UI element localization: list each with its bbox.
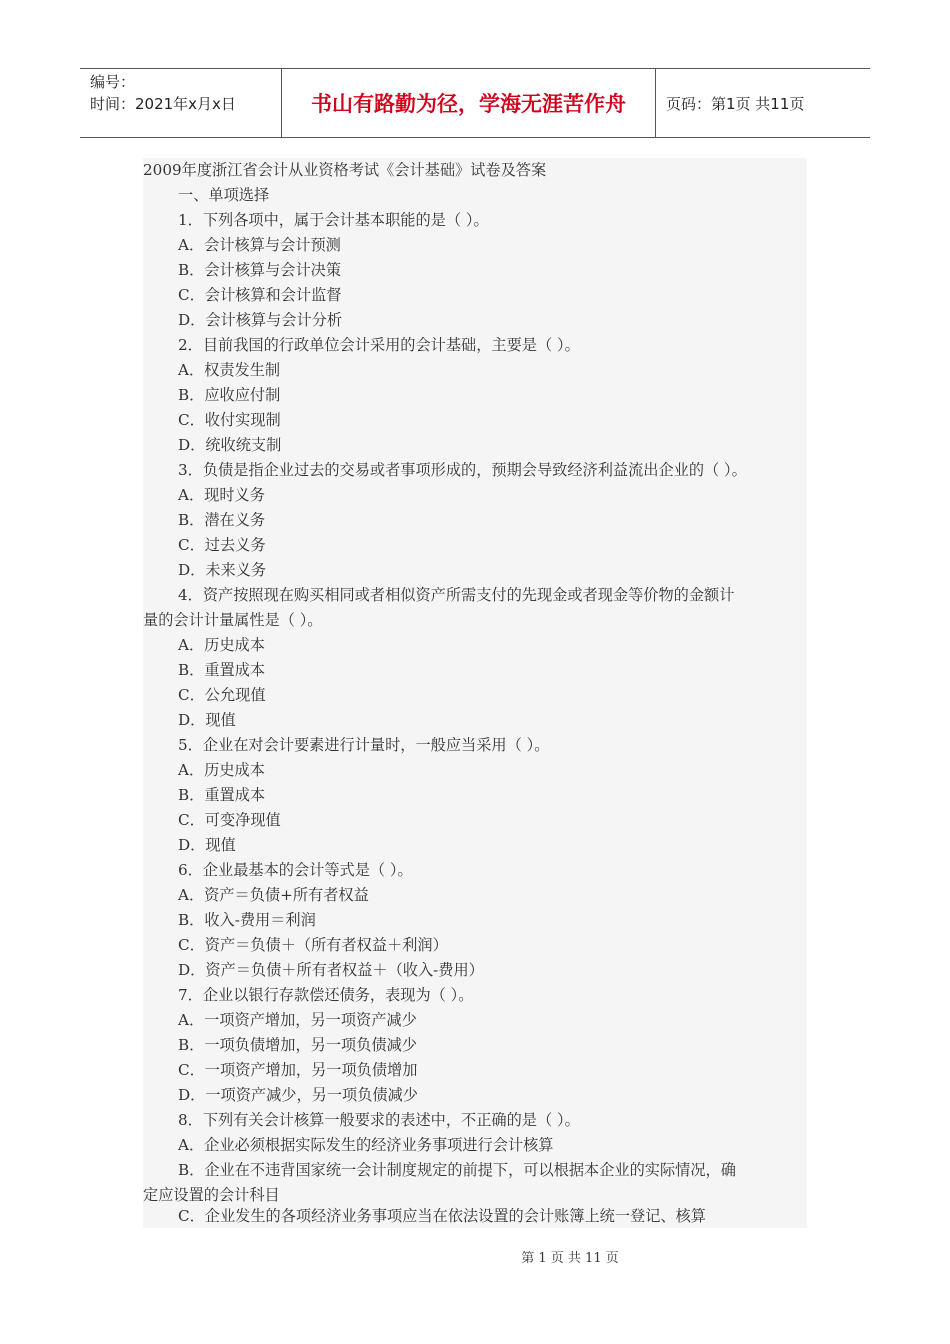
option-line: B．应收应付制 [178,386,281,404]
option-line: A．现时义务 [178,486,265,504]
option-line: A．一项资产增加，另一项资产减少 [178,1011,417,1029]
option-line: C．资产＝负债＋（所有者权益＋利润） [178,936,448,954]
option-line: C．公允现值 [178,686,266,704]
question-1: 1．下列各项中，属于会计基本职能的是（ ）。 [178,211,489,229]
option-line: A．会计核算与会计预测 [178,236,341,254]
option-line: D．统收统支制 [178,436,282,454]
option-line: A．历史成本 [178,636,265,654]
header-page-number: 页码：第1页 共11页 [666,94,805,113]
option-line: C．会计核算和会计监督 [178,286,342,304]
option-line: C．收付实现制 [178,411,281,429]
question-3: 3．负债是指企业过去的交易或者事项形成的，预期会导致经济利益流出企业的（ ）。 [178,461,747,479]
header-meta [80,69,282,137]
question-6: 6．企业最基本的会计等式是（ ）。 [178,861,413,879]
option-line: B．重置成本 [178,661,266,679]
option-line: B．收入-费用＝利润 [178,911,316,929]
option-line: C．一项资产增加，另一项负债增加 [178,1061,418,1079]
header-number: 编号： [90,73,136,91]
option-line: B．重置成本 [178,786,266,804]
header-slogan: 书山有路勤为径，学海无涯苦作舟 [282,69,656,137]
option-line: C．企业发生的各项经济业务事项应当在依法设置的会计账簿上统一登记、核算 [178,1207,706,1225]
option-line-continued: 定应设置的会计科目 [143,1186,280,1204]
question-4-continued: 量的会计计量属性是（ ）。 [143,611,323,629]
option-line: D．现值 [178,711,236,729]
section-heading: 一、单项选择 [178,186,270,204]
option-line: D．未来义务 [178,561,267,579]
option-line: D．会计核算与会计分析 [178,311,343,329]
option-line: B．会计核算与会计决策 [178,261,342,279]
option-line: C．过去义务 [178,536,266,554]
page-header [80,68,870,138]
question-8: 8．下列有关会计核算一般要求的表述中，不正确的是（ ）。 [178,1111,580,1129]
option-line: D．资产＝负债＋所有者权益＋（收入-费用） [178,961,484,979]
option-line: B．企业在不违背国家统一会计制度规定的前提下，可以根据本企业的实际情况，确 [178,1161,736,1179]
page-footer: 第 1 页 共 11 页 [521,1251,619,1266]
header-date: 时间：2021年x月x日 [90,95,236,113]
document-body [143,158,807,1228]
option-line: A．历史成本 [178,761,265,779]
option-line: A．权责发生制 [178,361,281,379]
question-4: 4．资产按照现在购买相同或者相似资产所需支付的先现金或者现金等价物的金额计 [178,586,735,604]
option-line: A．资产＝负债+所有者权益 [178,886,369,904]
question-7: 7．企业以银行存款偿还债务，表现为（ ）。 [178,986,474,1004]
option-line: B．潜在义务 [178,511,266,529]
doc-title: 2009年度浙江省会计从业资格考试《会计基础》试卷及答案 [143,161,547,179]
question-2: 2．目前我国的行政单位会计采用的会计基础，主要是（ ）。 [178,336,580,354]
option-line: D．一项资产减少，另一项负债减少 [178,1086,418,1104]
option-line: A．企业必须根据实际发生的经济业务事项进行会计核算 [178,1136,554,1154]
option-line: B．一项负债增加，另一项负债减少 [178,1036,417,1054]
question-5: 5．企业在对会计要素进行计量时，一般应当采用（ ）。 [178,736,550,754]
option-line: C．可变净现值 [178,811,281,829]
option-line: D．现值 [178,836,236,854]
